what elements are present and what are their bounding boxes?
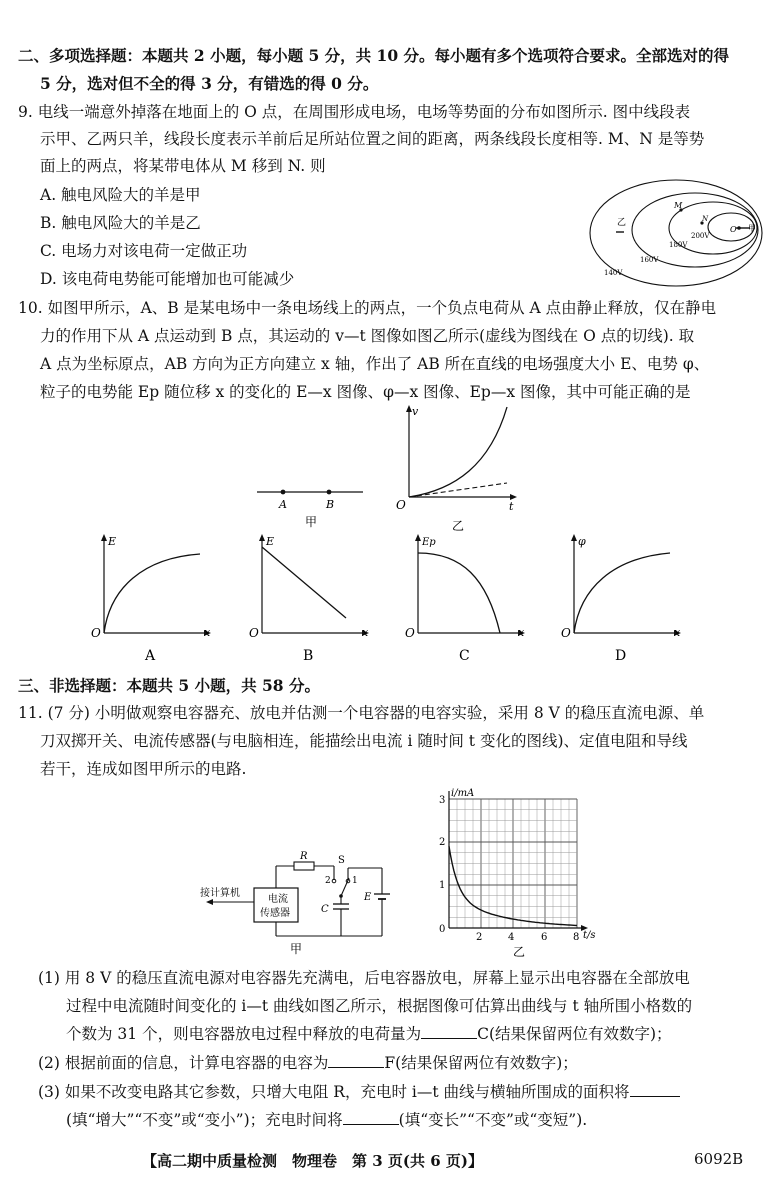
- q11-graph-xtick-4: 4: [508, 932, 515, 943]
- q10-graph-b-origin: O: [249, 626, 259, 640]
- q11-part3b-suffix: (填“变长”“不变”或“变短”).: [398, 1111, 588, 1129]
- q9-option-d: D. 该电荷电势能可能增加也可能减少: [40, 270, 295, 288]
- q11-line-2: 刀双掷开关、电流传感器(与电脑相连，能描绘出电流 i 随时间 t 变化的图线)、定值电阻和导线: [40, 732, 688, 750]
- q11-answer-blank-time[interactable]: [343, 1110, 399, 1125]
- q9-label-180v: 180V: [669, 241, 688, 249]
- q11-part3-prefix: (3) 如果不改变电路其它参数，只增大电阻 R，充电时 i—t 曲线与横轴所围成的面积将: [38, 1083, 630, 1101]
- q11-graph-xtick-6: 6: [541, 932, 548, 943]
- q11-graph-ytick-3: 3: [439, 795, 446, 806]
- q11-graph-xlabel: t/s: [583, 930, 596, 941]
- q10-graph-d-ylabel: φ: [578, 535, 586, 548]
- q11-line-3: 若干，连成如图甲所示的电路.: [40, 760, 247, 778]
- q11-switch-pos-1: 1: [352, 876, 358, 886]
- q11-it-graph: [425, 787, 615, 962]
- q10-graph-c-xlabel: x: [518, 626, 525, 639]
- q10-point-b: B: [326, 498, 335, 511]
- q11-part3b-prefix: (填“增大”“不变”或“变小”)；充电时间将: [66, 1111, 343, 1129]
- q11-part1-line-3: [66, 1021, 758, 1048]
- q9-line-2: 示甲、乙两只羊，线段长度表示羊前后足所站位置之间的距离，两条线段长度相等. M、N 是等势: [40, 130, 705, 148]
- q10-graph-d-caption: D: [615, 648, 627, 664]
- q11-answer-blank-capacitance[interactable]: [328, 1053, 384, 1068]
- q10-graph-a-origin: O: [91, 626, 101, 640]
- q11-switch-label: S: [338, 855, 345, 866]
- q10-graph-d: [558, 533, 693, 668]
- q10-graph-c-caption: C: [459, 648, 470, 664]
- q11-graph-xtick-2: 2: [476, 932, 483, 943]
- q9-label-jia: 甲: [748, 224, 756, 233]
- q10-field-line-figure: [255, 480, 367, 530]
- q10-vt-ylabel: v: [412, 405, 419, 418]
- q11-answer-blank-area[interactable]: [630, 1082, 680, 1097]
- section3-heading: 三、非选择题：本题共 5 小题，共 58 分。: [18, 676, 320, 695]
- q10-graph-d-origin: O: [561, 626, 571, 640]
- q11-resistor-label: R: [300, 851, 308, 862]
- q10-vt-xlabel: t: [509, 500, 514, 513]
- q11-part2-prefix: (2) 根据前面的信息，计算电容器的电容为: [38, 1054, 329, 1072]
- q9-label-yi: 乙: [617, 218, 627, 228]
- q9-line-3: 面上的两点，将某带电体从 M 移到 N. 则: [40, 157, 326, 175]
- q9-label-m: M: [674, 201, 683, 210]
- q9-option-a: A. 触电风险大的羊是甲: [40, 186, 201, 204]
- q11-battery-label: E: [364, 892, 372, 903]
- q11-graph-xtick-8: 8: [573, 932, 580, 943]
- q10-fig-jia-caption: 甲: [305, 515, 318, 529]
- q11-line-1: 11. (7 分) 小明做观察电容器充、放电并估测一个电容器的电容实验，采用 8 V 的稳压直流电源、单: [18, 704, 705, 722]
- q10-graph-b-caption: B: [303, 648, 314, 664]
- q10-graph-a-ylabel: E: [108, 535, 117, 548]
- q10-graph-b-xlabel: x: [362, 626, 369, 639]
- q10-graph-d-xlabel: x: [674, 626, 681, 639]
- q10-graph-c: [402, 533, 537, 668]
- q11-sensor-label-2: 传感器: [260, 908, 290, 919]
- q11-part1-line-1: (1) 用 8 V 的稳压直流电源对电容器先充满电，后电容器放电，屏幕上显示出电容器在全部放电: [38, 969, 690, 987]
- q10-graph-a: [88, 533, 223, 668]
- q10-graph-b: [246, 533, 381, 668]
- q10-graph-c-ylabel: Ep: [422, 537, 436, 548]
- q11-part2-line: [38, 1050, 758, 1077]
- q11-part1-suffix: C(结果保留两位有效数字)；: [477, 1025, 672, 1043]
- q10-graph-c-origin: O: [405, 626, 415, 640]
- q10-line-4: 粒子的电势能 Ep 随位移 x 的变化的 E—x 图像、φ—x 图像、Ep—x 图像，其中可能正确的是: [40, 383, 691, 401]
- q11-capacitor-label: C: [321, 904, 329, 915]
- q10-graph-a-xlabel: x: [204, 626, 211, 639]
- q10-point-a: A: [279, 498, 287, 511]
- q11-answer-blank-charge[interactable]: [421, 1024, 477, 1039]
- footer-title: 【高二期中质量检测 物理卷 第 3 页(共 6 页)】: [142, 1152, 483, 1170]
- q9-label-160v: 160V: [640, 256, 659, 264]
- q9-label-n: N: [702, 215, 709, 223]
- q9-line-1: 9. 电线一端意外掉落在地面上的 O 点，在周围形成电场，电场等势面的分布如图所示. 图中线段表: [18, 103, 691, 121]
- q11-graph-caption: 乙: [513, 945, 526, 959]
- q11-graph-ytick-1: 1: [439, 880, 446, 891]
- q10-line-2: 力的作用下从 A 点运动到 B 点，其运动的 v—t 图像如图乙所示(虚线为图线在 O 点的切线). 取: [40, 327, 695, 345]
- q10-line-1: 10. 如图甲所示，A、B 是某电场中一条电场线上的两点，一个负点电荷从 A 点由静止释放，仅在静电: [18, 299, 717, 317]
- q10-graph-a-caption: A: [145, 648, 156, 664]
- q11-sensor-label-1: 电流: [268, 894, 288, 905]
- q11-circuit-caption: 甲: [290, 942, 303, 956]
- q11-circuit-figure: [198, 850, 398, 962]
- q10-graph-b-ylabel: E: [266, 535, 275, 548]
- q9-label-140v: 140V: [604, 269, 623, 277]
- q11-graph-ylabel: i/mA: [451, 788, 475, 799]
- q10-line-3: A 点为坐标原点，AB 方向为正方向建立 x 轴，作出了 AB 所在直线的电场强度大小 E、电势 φ、: [40, 355, 710, 373]
- q9-label-o: O: [730, 225, 737, 234]
- q11-part1-prefix: 个数为 31 个，则电容器放电过程中释放的电荷量为: [66, 1025, 422, 1043]
- q11-computer-label: 接计算机: [200, 888, 240, 899]
- q11-switch-pos-2: 2: [325, 876, 331, 886]
- q9-equipotential-figure: [588, 178, 764, 288]
- q10-vt-origin: O: [396, 498, 406, 512]
- q9-label-200v: 200V: [691, 232, 710, 240]
- q11-part3-line-1: [38, 1079, 758, 1106]
- q10-fig-yi-caption: 乙: [452, 519, 465, 533]
- q11-graph-ytick-0: 0: [439, 924, 446, 935]
- section2-heading-1: 二、多项选择题：本题共 2 小题，每小题 5 分，共 10 分。每小题有多个选项符合要求。全部选对的得: [18, 46, 730, 65]
- footer-code: 6092B: [694, 1150, 744, 1168]
- q10-vt-figure: [395, 405, 523, 540]
- q11-part3-line-2: [66, 1107, 758, 1134]
- q11-part1-line-2: 过程中电流随时间变化的 i—t 曲线如图乙所示，根据图像可估算出曲线与 t 轴所围小格数的: [66, 997, 693, 1015]
- q9-option-c: C. 电场力对该电荷一定做正功: [40, 242, 248, 260]
- q11-graph-ytick-2: 2: [439, 837, 446, 848]
- q11-part2-suffix: F(结果保留两位有效数字)；: [384, 1054, 578, 1072]
- q9-option-b: B. 触电风险大的羊是乙: [40, 214, 201, 232]
- section2-heading-2: 5 分，选对但不全的得 3 分，有错选的得 0 分。: [40, 74, 379, 93]
